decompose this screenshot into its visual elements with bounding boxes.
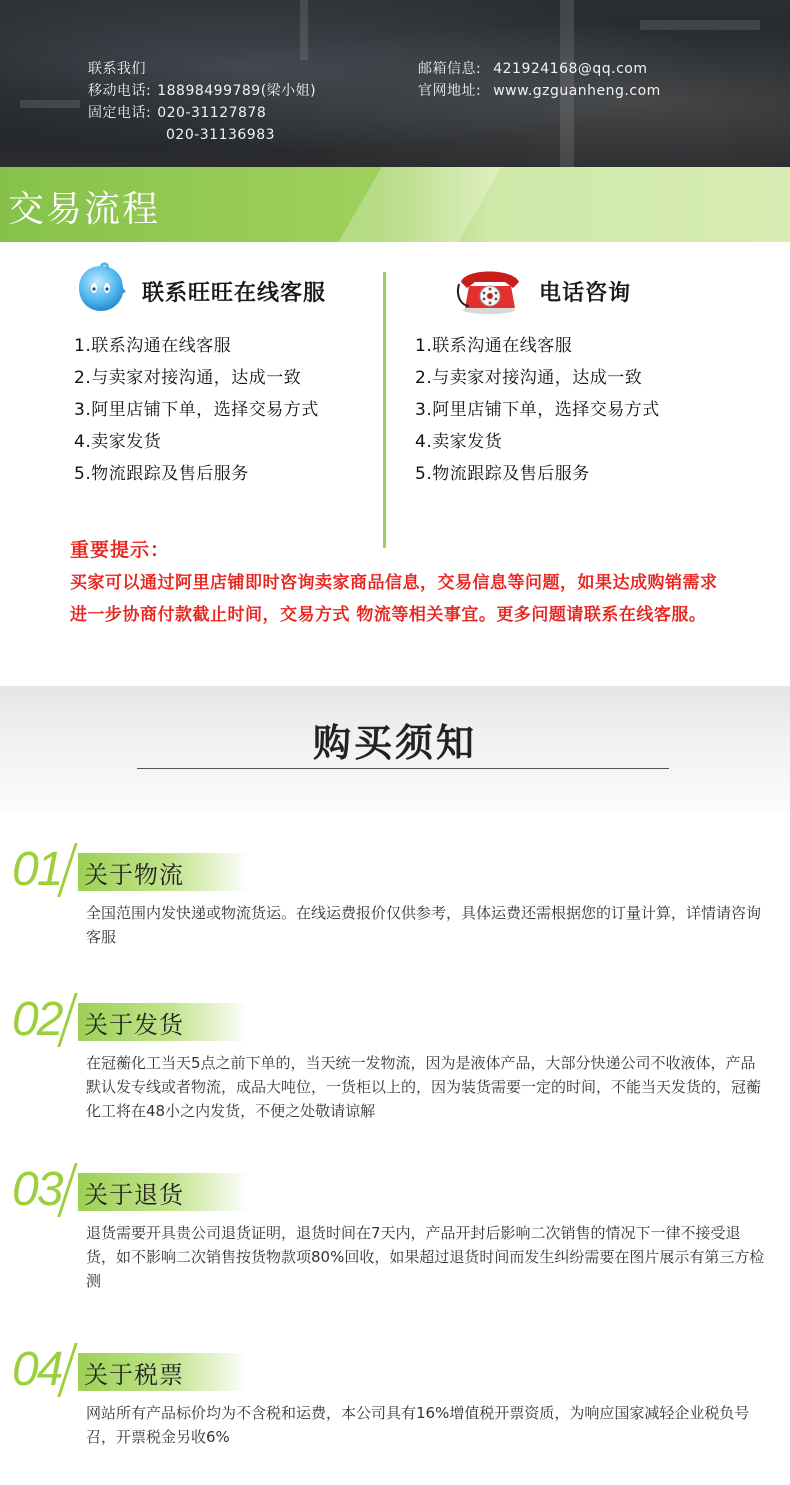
wangwang-steps bbox=[74, 330, 326, 490]
email-label: 邮箱信息: bbox=[418, 61, 482, 77]
list-item: 4.卖家发货 bbox=[415, 432, 503, 452]
website-label: 官网地址: bbox=[418, 83, 482, 99]
list-item: 3.阿里店铺下单，选择交易方式 bbox=[74, 400, 319, 420]
contact-label: 联系我们 bbox=[88, 61, 146, 77]
item-body: 全国范围内发快递或物流货运。在线运费报价仅供参考，具体运费还需根据您的订量计算，详情请咨询客服 bbox=[86, 904, 762, 946]
item-body: 在冠蘅化工当天5点之前下单的，当天统一发物流，因为是液体产品，大部分快递公司不收液体，产品默认发专线或者物流，成品大吨位，一货柜以上的，因为装货需要一定的时间，不能当天发货的，冠蘅化工将在48小之内发货，不便之处敬请谅解 bbox=[86, 1054, 762, 1120]
item-tag bbox=[78, 1173, 248, 1211]
list-item: 5.物流跟踪及售后服务 bbox=[74, 464, 249, 484]
wangwang-heading: 联系旺旺在线客服 bbox=[142, 280, 327, 306]
item-title: 关于物流 bbox=[84, 861, 184, 889]
phone-heading: 电话咨询 bbox=[539, 280, 632, 306]
item-body: 退货需要开具贵公司退货证明，退货时间在7天内，产品开封后影响二次销售的情况下一律不接受退货，如不影响二次销售按货物款项80%回收，如果超过退货时间而发生纠纷需要在图片展示有第三方检测 bbox=[86, 1224, 765, 1290]
list-item: 3.阿里店铺下单，选择交易方式 bbox=[415, 400, 660, 420]
list-item: 1.联系沟通在线客服 bbox=[415, 336, 573, 356]
mobile-label: 移动电话: bbox=[88, 83, 152, 99]
wangwang-chat-icon[interactable] bbox=[74, 262, 128, 320]
telephone-icon[interactable] bbox=[455, 262, 525, 320]
item-number: 03 bbox=[12, 1163, 62, 1216]
email-value[interactable]: 421924168@qq.com bbox=[493, 61, 648, 77]
important-notice bbox=[70, 537, 730, 631]
list-item: 2.与卖家对接沟通，达成一致 bbox=[415, 368, 643, 388]
website-value[interactable]: www.gzguanheng.com bbox=[493, 83, 661, 99]
phone-column bbox=[415, 256, 660, 490]
item-title: 关于发货 bbox=[84, 1011, 184, 1039]
mobile-value[interactable]: 18898499789(梁小姐) bbox=[157, 83, 317, 99]
phone-label: 固定电话: bbox=[88, 105, 152, 121]
phone-value-1[interactable]: 020-31127878 bbox=[157, 105, 267, 121]
notice-body: 买家可以通过阿里店铺即时咨询卖家商品信息，交易信息等问题，如果达成购销需求进一步协商付款截止时间，交易方式 物流等相关事宜。更多问题请联系在线客服。 bbox=[70, 573, 718, 625]
item-body: 网站所有产品标价均为不含税和运费，本公司具有16%增值税开票资质，为响应国家减轻企业税负号召，开票税金另收6% bbox=[86, 1404, 750, 1446]
notice-title: 重要提示： bbox=[70, 539, 171, 561]
contact-info-left bbox=[88, 58, 316, 146]
purchase-notes-header bbox=[0, 686, 790, 810]
phone-value-2[interactable]: 020-31136983 bbox=[166, 127, 276, 143]
list-item: 2.与卖家对接沟通，达成一致 bbox=[74, 368, 302, 388]
column-divider bbox=[383, 272, 386, 548]
item-number: 01 bbox=[12, 843, 62, 896]
wangwang-column bbox=[74, 256, 326, 490]
item-number: 04 bbox=[12, 1343, 62, 1396]
list-item: 5.物流跟踪及售后服务 bbox=[415, 464, 590, 484]
item-title: 关于退货 bbox=[84, 1181, 184, 1209]
purchase-notes-title: 购买须知 bbox=[312, 721, 477, 765]
item-tag bbox=[78, 853, 248, 891]
contact-info-right bbox=[418, 58, 661, 102]
contact-banner bbox=[0, 0, 790, 167]
item-number: 02 bbox=[12, 993, 62, 1046]
phone-steps bbox=[415, 330, 660, 490]
title-underline bbox=[137, 768, 669, 769]
list-item: 4.卖家发货 bbox=[74, 432, 162, 452]
item-tag bbox=[78, 1003, 248, 1041]
item-title: 关于税票 bbox=[84, 1361, 184, 1389]
item-tag bbox=[78, 1353, 248, 1391]
trade-flow-title: 交易流程 bbox=[8, 189, 161, 230]
list-item: 1.联系沟通在线客服 bbox=[74, 336, 232, 356]
trade-flow-title-bar bbox=[0, 167, 790, 242]
